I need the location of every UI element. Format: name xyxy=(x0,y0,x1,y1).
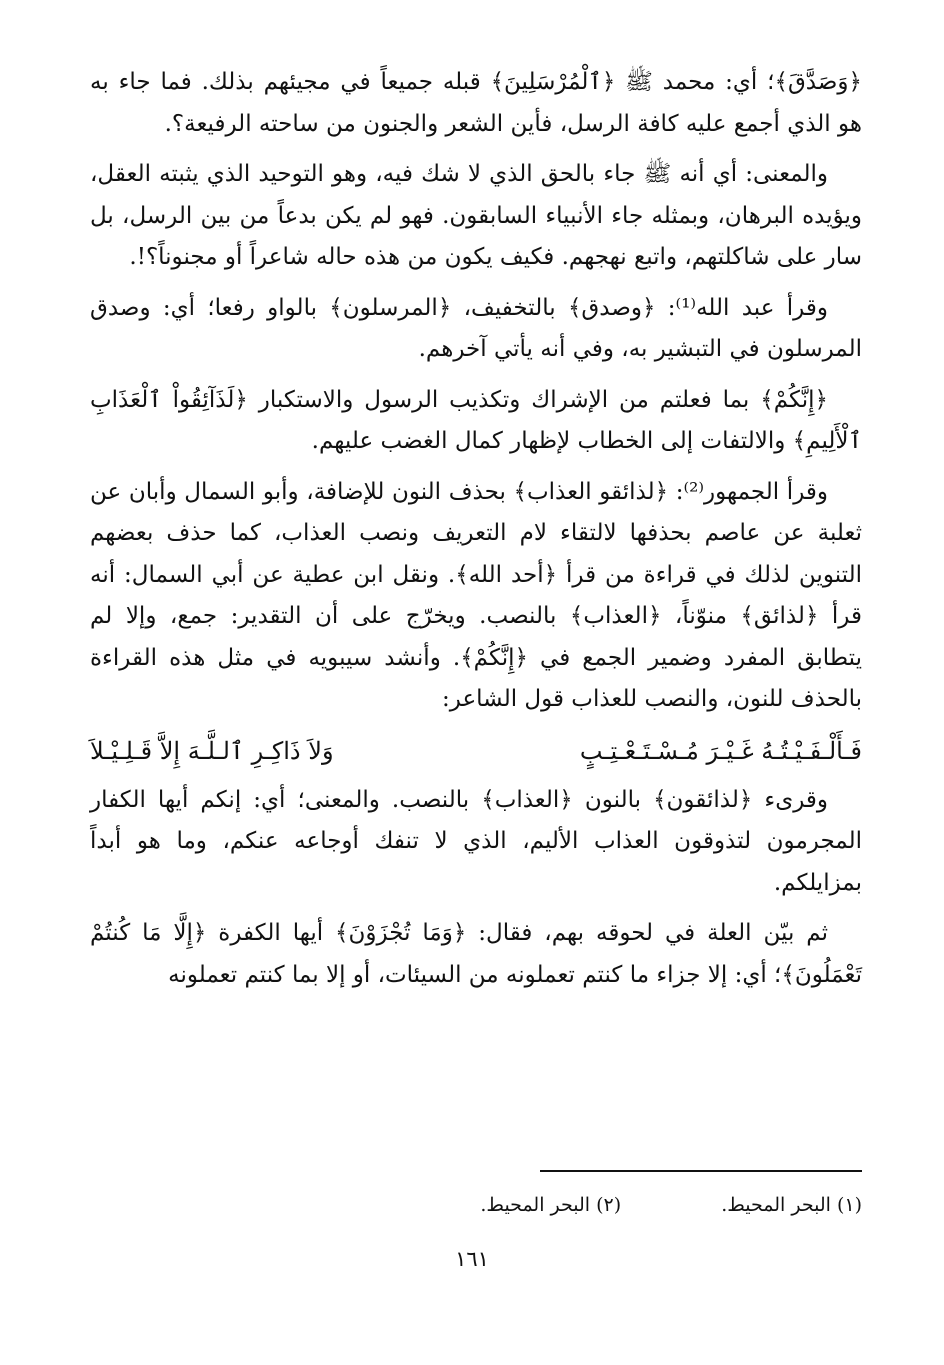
footnotes xyxy=(90,1190,862,1220)
verse-second-hemistich: وَلاَ ذَاكِـرِ ٱلـلَّـهَ إِلاَّ قَـلِـيْـلاَ xyxy=(90,736,334,765)
footnote-2: (٢) البحر المحيط. xyxy=(480,1194,622,1216)
page-number: ١٦١ xyxy=(455,1247,489,1271)
paragraph-2: والمعنى: أي أنه ﷺ جاء بالحق الذي لا شك فيه، وهو التوحيد الذي يثبته العقل، ويؤيده البرهان، وبمثله جاء الأنبياء السابقون. فهو لم يكن بدعاً من بين الرسل، بل سار على شاكلتهم، واتبع نهجهم. فكيف يكون من هذه حاله شاعراً أو مجنوناً؟!. xyxy=(90,161,862,270)
footnote-1: (١) البحر المحيط. xyxy=(721,1194,862,1216)
paragraph-3: وقرأ عبد الله⁽¹⁾: ﴿وصدق﴾ بالتخفيف، ﴿المرسلون﴾ بالواو رفعا؛ أي: وصدق المرسلون في التبشير به، وفي أنه يأتي آخرهم. xyxy=(90,294,862,362)
paragraph-4: ﴿إِنَّكُمْ﴾ بما فعلتم من الإشراك وتكذيب الرسول والاستكبار ﴿لَذَآئِقُواْ ٱلْعَذَابِ ٱلْأَلِيمِ﴾ والالتفات إلى الخطاب لإظهار كمال الغضب عليهم. xyxy=(90,386,862,454)
paragraph-7: ثم بيّن العلة في لحوقه بهم، فقال: ﴿وَمَا تُجْزَوْنَ﴾ أيها الكفرة ﴿إِلَّا مَا كُنتُمْ تَعْمَلُونَ﴾؛ أي: إلا جزاء ما كنتم تعملونه من السيئات، أو إلا بما كنتم تعملونه xyxy=(90,920,862,988)
footnote-separator xyxy=(540,1170,862,1172)
paragraph-6: وقرىء ﴿لذائقون﴾ بالنون ﴿العذاب﴾ بالنصب. والمعنى؛ أي: إنكم أيها الكفار المجرمون لتذوقون العذاب الأليم، الذي لا تنفك أوجاعه عنكم، وما هو أبداً بمزايلكم. xyxy=(90,786,862,896)
verse-first-hemistich: فَـأَلْـفَـيْـتُـهُ غَـيْـرَ مُـسْـتَـعْـتِـبٍ xyxy=(579,736,862,765)
paragraph-5: وقرأ الجمهور⁽²⁾: ﴿لذائقو العذاب﴾ بحذف النون للإضافة، وأبو السمال وأبان عن ثعلبة عن عاصم بحذفها لالتقاء لام التعريف ونصب العذاب، كما حذف بعضهم التنوين لذلك في قراءة من قرأ ﴿أحد الله﴾. ونقل ابن عطية عن أبي السمال: أنه قرأ ﴿لذائق﴾ منوّناً، ﴿العذاب﴾ بالنصب. ويخرّج على أن التقدير: جمع، وإلا لم يتطابق المفرد وضمير الجمع في ﴿إِنَّكُمْ﴾. وأنشد سيبويه في مثل هذه القراءة بالحذف للنون، والنصب للعذاب قول الشاعر: xyxy=(90,478,862,712)
poetry-verse xyxy=(90,730,862,772)
page-body xyxy=(90,62,862,1005)
paragraph-1: ﴿وَصَدَّقَ﴾؛ أي: محمد ﷺ ﴿ٱلْمُرْسَلِينَ﴾ قبله جميعاً في مجيئهم بذلك. فما جاء به هو الذي أجمع عليه كافة الرسل، فأين الشعر والجنون من ساحته الرفيعة؟. xyxy=(90,69,862,137)
